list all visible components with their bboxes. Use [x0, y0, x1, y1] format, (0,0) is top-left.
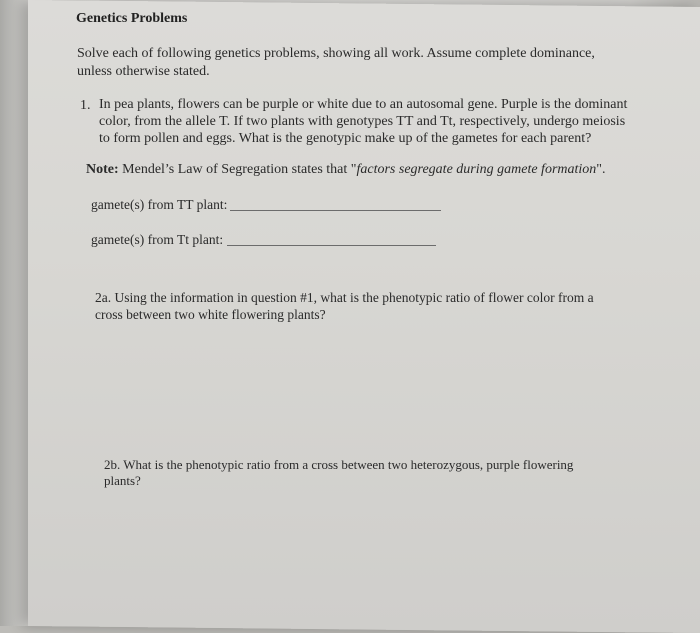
question-1-line-2: color, from the allele T. If two plants with genotypes TT and Tt, respectively, undergo meiosis: [99, 114, 626, 129]
gamete-tt-hetero-label: gamete(s) from Tt plant:: [91, 232, 224, 247]
note-label: Note:: [86, 162, 119, 177]
note-law-quote: factors segregate during gamete formation: [356, 162, 597, 177]
question-1-number: 1.: [80, 98, 91, 113]
instructions-line-1: Solve each of following genetics problems, showing all work. Assume complete dominance,: [77, 46, 595, 61]
question-2b-line-2: plants?: [104, 473, 141, 488]
worksheet-title: Genetics Problems: [76, 11, 188, 26]
question-1-line-3: to form pollen and eggs. What is the genotypic make up of the gametes for each parent?: [99, 131, 592, 146]
question-2a-line-2: cross between two white flowering plants?: [95, 307, 326, 322]
instructions-line-2: unless otherwise stated.: [77, 64, 210, 79]
note-text: Mendel’s Law of Segregation states that ": [118, 162, 357, 177]
gamete-tt-hetero-answer-blank[interactable]: [227, 245, 436, 246]
note-end: ".: [596, 162, 606, 177]
question-1-line-1: In pea plants, flowers can be purple or white due to an autosomal gene. Purple is the dominant: [99, 97, 628, 112]
gamete-tt-label: gamete(s) from TT plant:: [91, 197, 228, 212]
gamete-tt-answer-blank[interactable]: [230, 210, 441, 211]
question-2b-line-1: 2b. What is the phenotypic ratio from a cross between two heterozygous, purple flowering: [104, 457, 574, 472]
mendel-note: [86, 162, 606, 178]
question-2a-line-1: 2a. Using the information in question #1, what is the phenotypic ratio of flower color from a: [95, 290, 594, 305]
